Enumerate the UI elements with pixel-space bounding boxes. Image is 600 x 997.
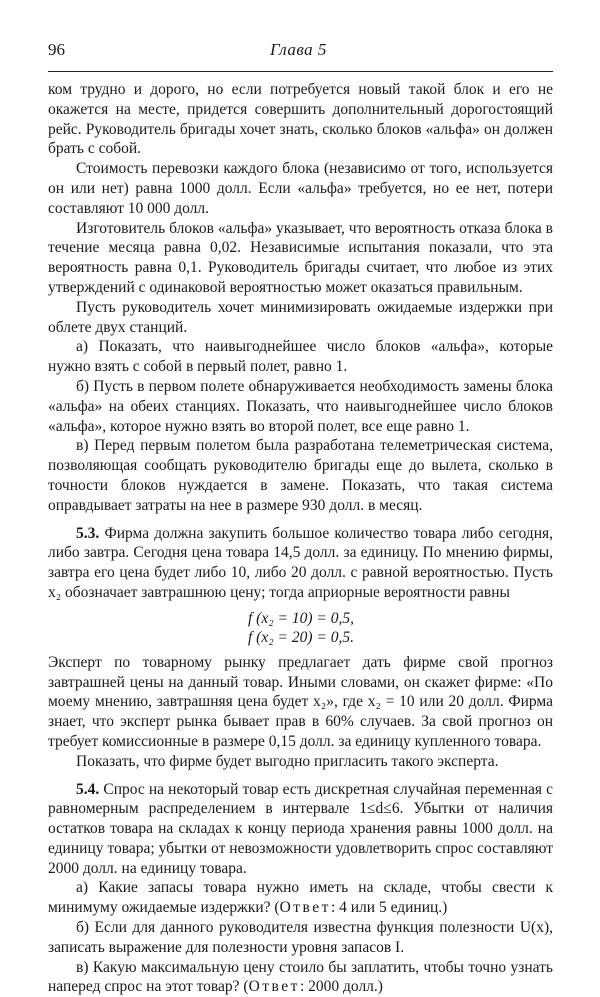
paragraph-cost: Стоимость перевозки каждого блока (независимо от того, используется он или нет) равна 1000 долл. Если «альфа» требуется, но ее нет, потери составляют 10 000 долл.	[48, 160, 553, 217]
task-text: в) Какую максимальную цену стоило бы заплатить, чтобы точно узнать наперед спрос на этот товар? (	[48, 958, 553, 996]
task-b: б) Если для данного руководителя известна функция полезности U(x), записать выражение для полезности уровня запасов I.	[48, 919, 553, 956]
page-body	[48, 80, 553, 997]
answer-label: Ответ	[279, 899, 331, 917]
task-a	[48, 878, 553, 918]
answer-value: : 2000 долл.)	[299, 978, 383, 996]
formula-line: f (x₂ = 10) = 0,5,	[248, 609, 354, 627]
formula-line: f (x₂ = 20) = 0,5.	[248, 628, 354, 646]
page-header	[48, 40, 552, 62]
problem-task: Показать, что фирме будет выгодно пригласить такого эксперта.	[76, 752, 499, 770]
problem-5-4	[48, 780, 553, 879]
task-c	[48, 958, 553, 997]
problem-5-3	[48, 524, 553, 603]
prior-probabilities-formula	[248, 609, 553, 647]
problem-number: 5.4.	[76, 780, 100, 798]
paragraph-manufacturer: Изготовитель блоков «альфа» указывает, что вероятность отказа блока в течение месяца равна 0,02. Независимые испытания показали, что эта вероятность равна 0,1. Руководитель бригады считает, что любое из этих утверждений с одинаковой вероятностью может оказаться правильным.	[48, 219, 553, 296]
problem-text: Спрос на некоторый товар есть дискретная случайная переменная с равномерным распределением в интервале 1≤d≤6. Убытки от наличия остатков товара на складах к концу периода хранения равны 1000 долл. на единицу товара; убытки от невозможности удовлетворить спрос составляют 2000 долл. на единицу товара.	[48, 780, 553, 877]
problem-text: Фирма должна закупить большое количество товара либо сегодня, либо завтра. Сегодня цена товара 14,5 долл. за единицу. По мнению фирмы, завтра его цена будет либо 10, либо 20 долл. с равной вероятностью. Пусть x₂ обозначает завтрашнюю цену; тогда априорные вероятности равны	[48, 524, 553, 601]
task-text: а) Какие запасы товара нужно иметь на складе, чтобы свести к минимуму ожидаемые издержки? (	[48, 879, 553, 917]
problem-number: 5.3.	[76, 524, 100, 542]
paragraph-expert: Эксперт по товарному рынку предлагает дать фирме свой прогноз завтрашней цены на данный товар. Иными словами, он скажет фирме: «По моему мнению, завтрашняя цена будет x₂», где x₂ = 10 или 20 долл. Фирма знает, что эксперт рынка бывает прав в 60% случаев. За свой прогноз он требует комиссионные в размере 0,15 долл. за единицу купленного товара.	[48, 653, 553, 750]
paragraph-minimize: Пусть руководитель хочет минимизировать ожидаемые издержки при облете двух станций.	[48, 298, 553, 336]
answer-label: Ответ	[248, 978, 300, 996]
task-c: в) Перед первым полетом была разработана телеметрическая система, позволяющая сообщать руководителю бригады еще до вылета, сколько в точности блоков нуждается в замене. Показать, что такая система оправдывает затраты на нее в размере 930 долл. в месяц.	[48, 437, 553, 514]
chapter-title: Глава 5	[270, 40, 327, 59]
paragraph-continuation: ком трудно и дорого, но если потребуется новый такой блок и его не окажется на месте, придется совершить дополнительный дорогостоящий рейс. Руководитель бригады хочет знать, сколько блоков «альфа» он должен брать с собой.	[48, 81, 553, 158]
task-a: а) Показать, что наивыгоднейшее число блоков «альфа», которые нужно взять с собой в первый полет, равно 1.	[48, 338, 553, 376]
task-b: б) Пусть в первом полете обнаруживается необходимость замены блока «альфа» на обеих станциях. Показать, что наивыгоднейшее число блоков «альфа», которое нужно взять во второй полет, все еще равно 1.	[48, 377, 553, 435]
header-rule	[48, 71, 553, 72]
answer-value: : 4 или 5 единиц.)	[330, 899, 448, 917]
page-number: 96	[48, 40, 65, 59]
